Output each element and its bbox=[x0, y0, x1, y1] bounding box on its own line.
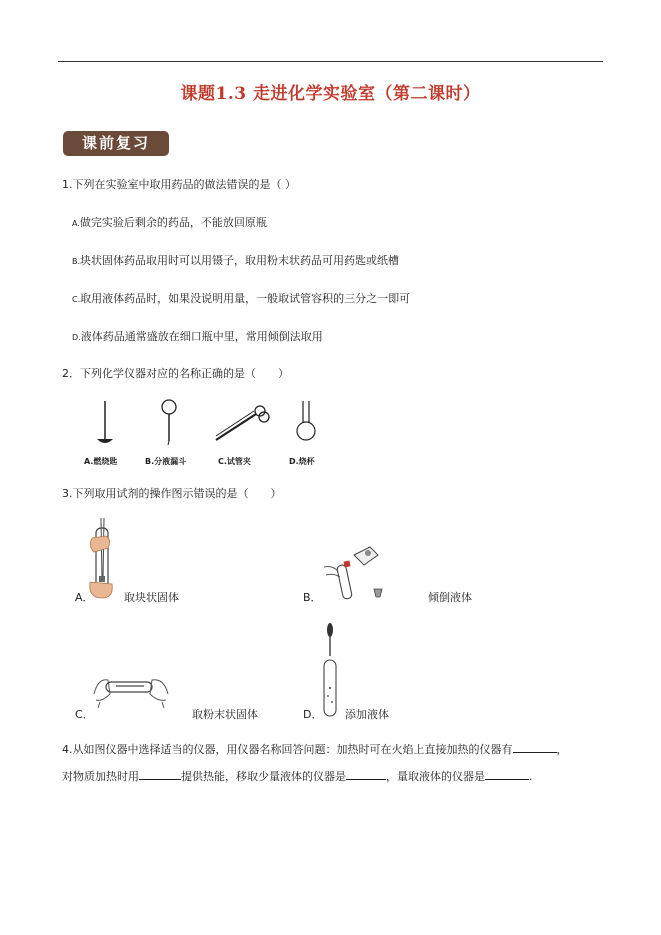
q3-image-a bbox=[82, 518, 122, 600]
q3-option-b-text: 倾倒液体 bbox=[428, 591, 472, 604]
q4-blank-2[interactable] bbox=[139, 768, 181, 780]
q4-line1-text: 4.从如图仪器中选择适当的仪器，用仪器名称回答问题：加热时可在火焰上直接加热的仪器有 bbox=[62, 743, 513, 756]
q4-line-1 bbox=[62, 741, 568, 757]
q2-stem: 2．下列化学仪器对应的名称正确的是（ ） bbox=[62, 367, 289, 380]
q1-option-a-text: 做完实验后剩余的药品，不能放回原瓶 bbox=[79, 216, 267, 229]
q4-line2-text-d: . bbox=[529, 770, 533, 783]
q1-stem: 1.下列在实验室中取用药品的做法错误的是（ ） bbox=[62, 178, 296, 191]
q4-blank-4[interactable] bbox=[485, 768, 529, 780]
q1-option-a bbox=[72, 216, 267, 231]
q3-option-b-letter: B． bbox=[303, 591, 322, 604]
q3-image-d bbox=[318, 622, 342, 718]
q3-option-c-letter: C． bbox=[75, 708, 94, 721]
q3-image-b bbox=[322, 545, 384, 605]
page-title: 课题1.3 走进化学实验室（第二课时） bbox=[180, 84, 481, 104]
q1-option-d-text: 液体药品通常盛放在细口瓶中里，常用倾倒法取用 bbox=[80, 330, 323, 343]
q3-stem: 3.下列取用试剂的操作图示错误的是（ ） bbox=[62, 487, 282, 500]
q3-option-d-text: 添加液体 bbox=[345, 708, 389, 721]
q3-image-c bbox=[92, 668, 170, 708]
q1-option-c-letter: C. bbox=[72, 295, 81, 304]
q4-line2-text-b: 提供热能，移取少量液体的仪器是 bbox=[181, 770, 346, 783]
q1-option-c-text: 取用液体药品时，如果没说明用量，一般取试管容积的三分之一即可 bbox=[80, 292, 411, 305]
q3-option-c-text: 取粉末状固体 bbox=[192, 708, 258, 721]
q2-caption-b: B.分液漏斗 bbox=[145, 457, 187, 466]
q4-line2-text-a: 对物质加热时用 bbox=[62, 770, 139, 783]
q1-option-b-letter: B. bbox=[72, 257, 81, 266]
q2-caption-c: C.试管夹 bbox=[218, 457, 251, 466]
q4-line1-end: ， bbox=[556, 743, 568, 756]
section-badge: 课前复习 bbox=[63, 131, 169, 156]
dropper-image bbox=[154, 399, 184, 447]
q4-blank-1[interactable] bbox=[513, 741, 557, 753]
q1-option-c bbox=[72, 292, 410, 307]
q4-line2-text-c: ，量取液体的仪器是 bbox=[386, 770, 485, 783]
q4-line-2 bbox=[62, 768, 533, 784]
q1-option-b-text: 块状固体药品取用时可以用镊子，取用粉末状药品可用药匙或纸槽 bbox=[80, 254, 400, 267]
q4-blank-3[interactable] bbox=[346, 768, 386, 780]
flask-image bbox=[291, 399, 321, 447]
q1-option-d bbox=[72, 330, 323, 345]
q1-option-d-letter: D. bbox=[72, 333, 81, 342]
q3-option-a-text: 取块状固体 bbox=[124, 591, 179, 604]
q1-option-a-letter: A. bbox=[72, 219, 80, 228]
q3-option-a-letter: A． bbox=[75, 591, 94, 604]
q2-caption-d: D.烧杯 bbox=[289, 457, 315, 466]
top-rule bbox=[58, 61, 603, 62]
q2-caption-a: A.燃烧匙 bbox=[84, 457, 118, 466]
q1-option-b bbox=[72, 254, 399, 269]
test-tube-clamp-image bbox=[212, 402, 270, 444]
combustion-spoon-image bbox=[90, 399, 120, 447]
q3-option-d-letter: D． bbox=[303, 708, 323, 721]
